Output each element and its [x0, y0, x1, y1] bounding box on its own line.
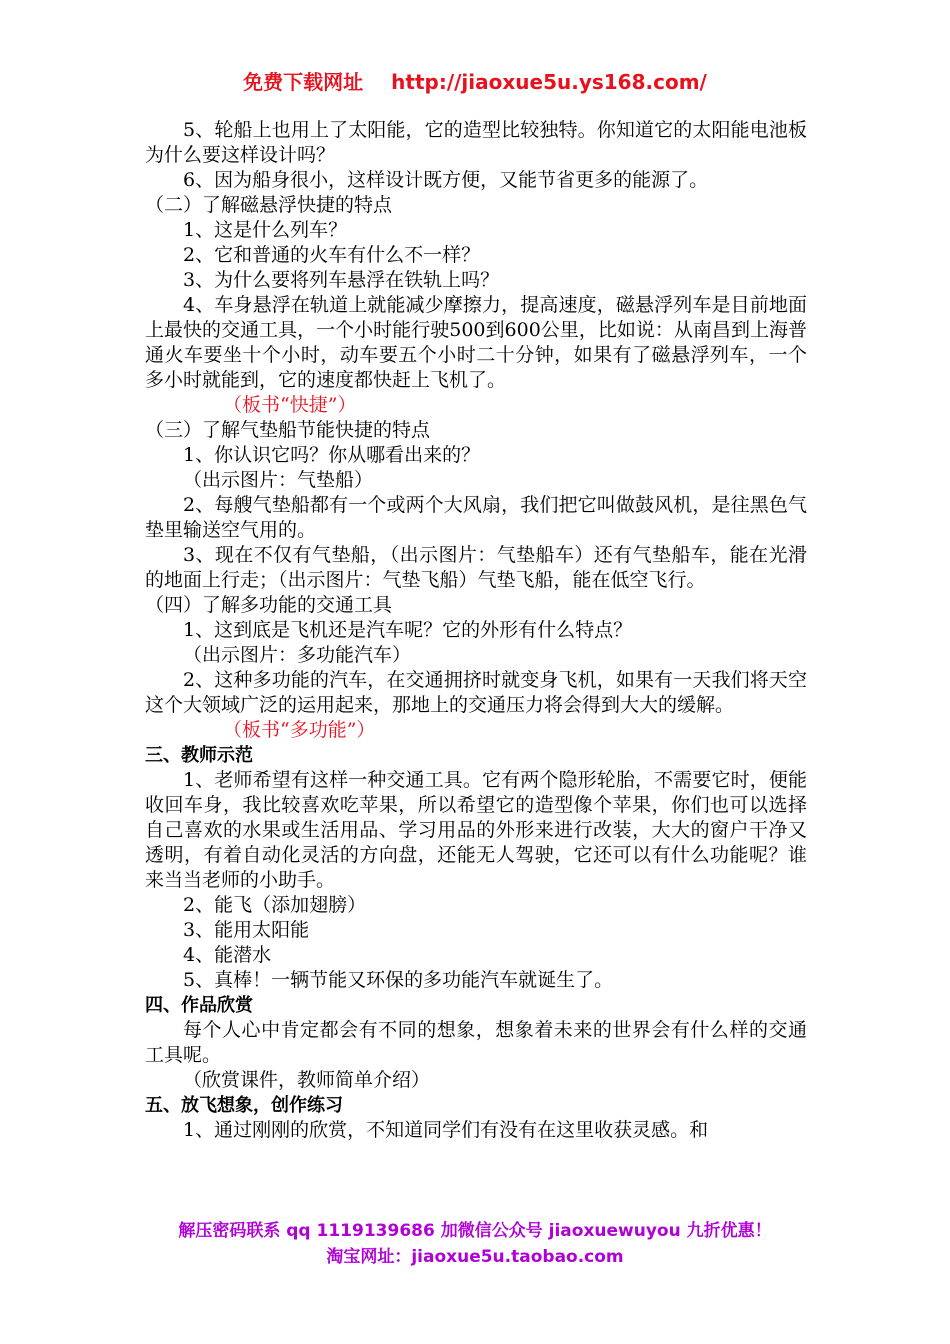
- paragraph: 1、通过刚刚的欣赏，不知道同学们有没有在这里收获灵感。和: [183, 1119, 709, 1141]
- paragraph: 6、因为船身很小，这样设计既方便，又能节省更多的能源了。: [183, 169, 709, 191]
- section-heading: （四）了解多功能的交通工具: [145, 594, 393, 616]
- section-heading: （二）了解磁悬浮快捷的特点: [145, 194, 393, 216]
- paragraph: （欣赏课件，教师简单介绍）: [183, 1069, 431, 1091]
- paragraph: 4、车身悬浮在轨道上就能减少摩擦力，提高速度，磁悬浮列车是目前地面上最快的交通工具，一个小时能行驶500到600公里，比如说：从南昌到上海普通火车要坐十个小时，动车要五个小时二十分钟，如果有了磁悬浮列车，一个多小时就能到，它的速度都快赶上飞机了。: [145, 294, 807, 391]
- paragraph: 5、轮船上也用上了太阳能，它的造型比较独特。你知道它的太阳能电池板为什么要这样设计吗？: [145, 119, 807, 166]
- paragraph: 3、现在不仅有气垫船，（出示图片：气垫船车）还有气垫船车，能在光滑的地面上行走；（出示图片：气垫飞船）气垫飞船，能在低空飞行。: [145, 544, 807, 591]
- paragraph: 1、老师希望有这样一种交通工具。它有两个隐形轮胎，不需要它时，便能收回车身，我比较喜欢吃苹果，所以希望它的造型像个苹果，你们也可以选择自己喜欢的水果或生活用品、学习用品的外形来进行改装，大大的窗户干净又透明，有着自动化灵活的方向盘，还能无人驾驶，它还可以有什么功能呢？谁来当当老师的小助手。: [145, 769, 807, 891]
- paragraph: 5、真棒！一辆节能又环保的多功能汽车就诞生了。: [183, 969, 614, 991]
- chapter-heading: 五、放飞想象，创作练习: [145, 1095, 343, 1116]
- section-heading: （三）了解气垫船节能快捷的特点: [145, 419, 431, 441]
- footer-shop-url[interactable]: 淘宝网址：jiaoxue5u.taobao.com: [326, 1247, 624, 1267]
- paragraph: 2、它和普通的火车有什么不一样？: [183, 244, 481, 266]
- paragraph: 2、能飞（添加翅膀）: [183, 894, 367, 916]
- paragraph: （出示图片：多功能汽车）: [183, 644, 412, 666]
- paragraph: 1、这到底是飞机还是汽车呢？它的外形有什么特点？: [183, 619, 633, 641]
- page-header: [0, 66, 950, 95]
- board-note: （板书“快捷”）: [223, 394, 357, 416]
- header-label: 免费下载网址: [243, 70, 364, 94]
- paragraph: 1、这是什么列车？: [183, 219, 348, 241]
- document-body: [145, 118, 807, 1143]
- page-footer: [0, 1218, 950, 1270]
- chapter-heading: 三、教师示范: [145, 745, 253, 766]
- paragraph: （出示图片：气垫船）: [183, 469, 374, 491]
- paragraph: 3、为什么要将列车悬浮在铁轨上吗？: [183, 269, 500, 291]
- paragraph: 4、能潜水: [183, 944, 272, 966]
- chapter-heading: 四、作品欣赏: [145, 995, 253, 1016]
- paragraph: 1、你认识它吗？你从哪看出来的？: [183, 444, 481, 466]
- paragraph: 3、能用太阳能: [183, 919, 310, 941]
- paragraph: 2、这种多功能的汽车，在交通拥挤时就变身飞机，如果有一天我们将天空这个大领域广泛的运用起来，那地上的交通压力将会得到大大的缓解。: [145, 669, 807, 716]
- header-url[interactable]: http://jiaoxue5u.ys168.com/: [391, 70, 707, 94]
- footer-contact: 解压密码联系 qq 1119139686 加微信公众号 jiaoxuewuyou 九折优惠！: [178, 1221, 772, 1241]
- paragraph: 2、每艘气垫船都有一个或两个大风扇，我们把它叫做鼓风机，是往黑色气垫里输送空气用的。: [145, 494, 807, 541]
- board-note: （板书“多功能”）: [223, 719, 376, 741]
- paragraph: 每个人心中肯定都会有不同的想象，想象着未来的世界会有什么样的交通工具呢。: [145, 1019, 807, 1066]
